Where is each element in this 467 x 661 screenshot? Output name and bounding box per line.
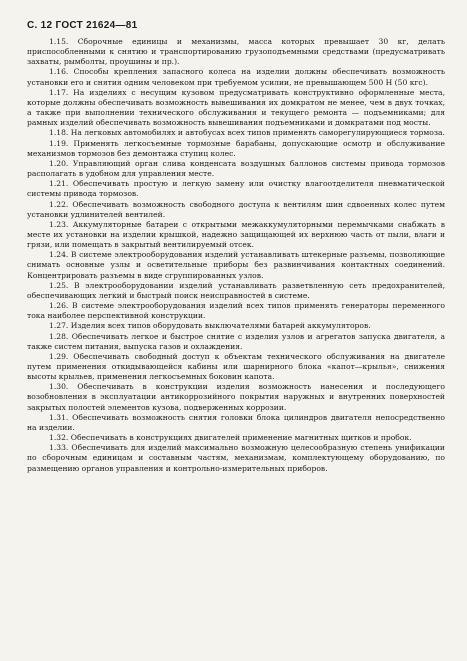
clause-1-29: 1.29. Обеспечивать свободный доступ к объектам технического обслуживания на двигателе путем применения откидывающейся кабины или шарнирного блока «капот—крылья», снижения высоты крыльев, применения легкосъемных боковин капота.: [27, 351, 445, 382]
page-header: С. 12 ГОСТ 21624—81: [27, 20, 138, 31]
clause-1-30: 1.30. Обеспечивать в конструкции изделия возможность нанесения и последующего возобновления в эксплуатации антикоррозийного покрытия наружных и внутренних поверхностей закрытых полостей элементов кузова, подверженных коррозии.: [27, 382, 445, 412]
clause-1-33: 1.33. Обеспечивать для изделий максимально возможную целесообразную степень унификации по сборочным единицам и составным частям, механизмам, комплектующему оборудованию, по размещению органов управления и контрольно-измерительных приборов.: [27, 443, 445, 473]
clause-1-32: 1.32. Обеспечивать в конструкциях двигателей применение магнитных щитков и пробок.: [49, 433, 412, 443]
clause-1-27: 1.27. Изделия всех типов оборудовать выключателями батарей аккумуляторов.: [49, 321, 371, 331]
clause-1-19: 1.19. Применять легкосъемные тормозные барабаны, допускающие осмотр и обслуживание механизмов тормозов без демонтажа ступиц колес.: [27, 138, 445, 158]
clause-1-22: 1.22. Обеспечивать возможность свободного доступа к вентилям шин сдвоенных колес путем установки удлинителей вентилей.: [27, 199, 445, 219]
clause-1-18: 1.18. На легковых автомобилях и автобусах всех типов применять саморегулирующиеся тормоза.: [49, 128, 445, 138]
clause-1-20: 1.20. Управляющий орган слива конденсата воздушных баллонов системы привода тормозов располагать в удобном для управления месте.: [27, 158, 445, 179]
clause-1-25: 1.25. В электрооборудовании изделий устанавливать разветвленную сеть предохранителей, обеспечивающих легкий и быстрый поиск неисправностей в системе.: [27, 280, 445, 300]
clause-1-26: 1.26. В системе электрооборудования изделий всех типов применять генераторы переменного тока наиболее перспективной конструкции.: [27, 301, 445, 321]
clause-1-23: 1.23. Аккумуляторные батареи с открытыми межаккумуляторными перемычками снабжать в месте их установки на изделии крышкой, надежно защищающей их верхнюю часть от пыли, влаги и грязи, или помещать в закрытый вентилируемый отсек.: [27, 219, 445, 250]
clause-1-28: 1.28. Обеспечивать легкое и быстрое снятие с изделия узлов и агрегатов запуска двигателя, а также систем питания, выпуска газов и охлаждения.: [27, 331, 445, 351]
clause-1-15: 1.15. Сборочные единицы и механизмы, масса которых превышает 30 кг, делать приспособленными к снятию и транспортированию грузоподъемными средствами (предусматривать захваты, рымболты, проушины и пр.).: [27, 37, 445, 67]
clause-1-21: 1.21. Обеспечивать простую и легкую замену или очистку влагоотделителя пневматической системы привода тормозов.: [27, 179, 445, 199]
clause-1-24: 1.24. В системе электрооборудования изделий устанавливать штекерные разъемы, позволяющие снимать основные узлы и осветительные приборы без развинчивания контактных соединений. Концентрировать разъемы в виде сгруппированных узлов.: [27, 250, 445, 280]
document-body: [27, 37, 445, 474]
clause-1-16: 1.16. Способы крепления запасного колеса на изделии должны обеспечивать возможность установки его и снятия одним человеком при требуемом усилии, не превышающем 500 Н (50 кгс).: [27, 67, 445, 87]
clause-1-31: 1.31. Обеспечивать возможность снятия головки блока цилиндров двигателя непосредственно на изделии.: [27, 412, 445, 432]
clause-1-17: 1.17. На изделиях с несущим кузовом предусматривать конструктивно оформленные места, которые должны обеспечивать возможность вывешивания их домкратом не менее, чем в двух точках, а также при выполнении технического обслуживания и текущего ремонта — подъемниками; для рамных изделий обеспечивать возможность вывешивания подъемниками и домкратами под мосты.: [27, 87, 445, 128]
